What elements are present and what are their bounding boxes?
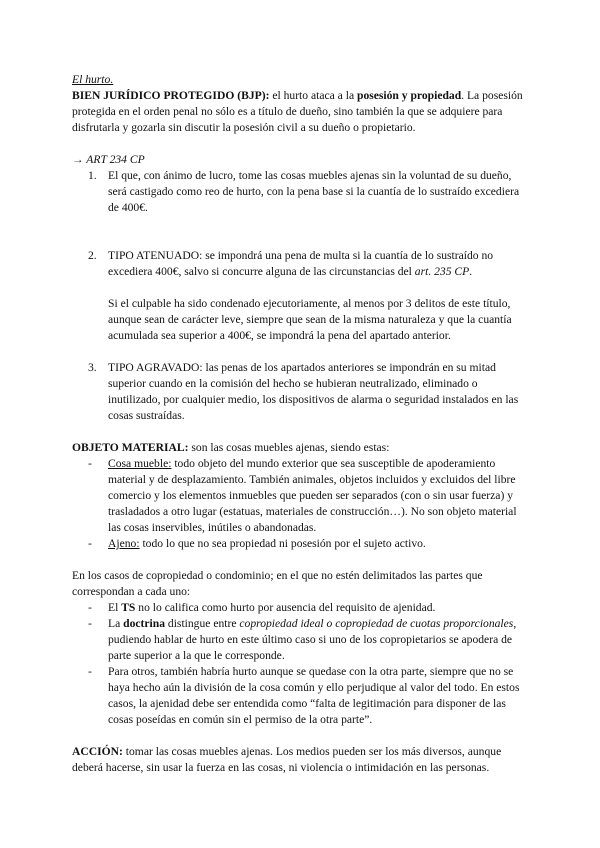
bjp-label: BIEN JURÍDICO PROTEGIDO (BJP): bbox=[72, 89, 270, 102]
bjp-paragraph: BIEN JURÍDICO PROTEGIDO (BJP): el hurto ataca a la posesión y propiedad. La posesión protegida en el orden penal no sólo es a título de dueño, sino también la que se adquiere para disfrutarla y gozarla sin discutir la posesión civil a su dueño o propietario. bbox=[72, 89, 523, 134]
article-item: 1. El que, con ánimo de lucro, tome las cosas muebles ajenas sin la voluntad de su dueño, será castigado como reo de hurto, con la pena base si la cuantía de lo sustraído excediera de 400€. bbox=[88, 169, 520, 214]
article-item-extra: Si el culpable ha sido condenado ejecutoriamente, al menos por 3 delitos de este título, aunque sean de carácter leve, siempre que sean de la misma naturaleza y que la cuantía acumulada sea superior a 400€, se impondrá la pena del apartado anterior. bbox=[108, 297, 512, 342]
list-item: - Ajeno: todo lo que no sea propiedad ni posesión por el sujeto activo. bbox=[88, 537, 426, 550]
objeto-material-heading: OBJETO MATERIAL: son las cosas muebles ajenas, siendo estas: bbox=[72, 441, 390, 454]
accion-paragraph: ACCIÓN: tomar las cosas muebles ajenas. Los medios pueden ser los más diversos, aunque deberá hacerse, sin usar la fuerza en las cosas, ni violencia o intimidación en las personas. bbox=[72, 745, 502, 774]
document-page bbox=[72, 72, 524, 776]
objeto-material-list bbox=[72, 456, 524, 552]
article-item: 2. TIPO ATENUADO: se impondrá una pena de multa si la cuantía de lo sustraído no excediera 400€, salvo si concurre alguna de las circunstancias del art. 235 CP. bbox=[88, 249, 494, 278]
article-reference: → ART 234 CP bbox=[72, 153, 145, 166]
document-title: El hurto. bbox=[72, 73, 114, 86]
list-item: - El TS no lo califica como hurto por ausencia del requisito de ajenidad. bbox=[88, 601, 436, 614]
article-items-list bbox=[72, 168, 524, 424]
article-item: 3. TIPO AGRAVADO: las penas de los apartados anteriores se impondrán en su mitad superior cuando en la comisión del hecho se hubieran neutralizado, eliminado o inutilizado, por cualquier medio, los dispositivos de alarma o seguridad instalados en las cosas sustraídas. bbox=[88, 361, 519, 422]
copropiedad-list bbox=[72, 600, 524, 728]
list-item: - La doctrina distingue entre copropiedad ideal o copropiedad de cuotas proporcionales, pudiendo hablar de hurto en este último caso si uno de los copropietarios se apodera de parte superior a la que le corresponde. bbox=[88, 617, 517, 662]
copropiedad-intro: En los casos de copropiedad o condominio; en el que no estén delimitados las partes que correspondan a cada uno: bbox=[72, 569, 483, 598]
list-item: - Para otros, también habría hurto aunque se quedase con la otra parte, siempre que no se haya hecho aún la división de la cosa común y ello perjudique al valor del todo. En estos casos, la ajenidad debe ser entendida como “falta de legitimación para disponer de las cosas poseídas en común sin el permiso de la otra parte”. bbox=[88, 665, 520, 726]
list-item: - Cosa mueble: todo objeto del mundo exterior que sea susceptible de apoderamiento material y de desplazamiento. También animales, objetos incluidos y excluidos del libre comercio y los elementos inmuebles que pueden ser separados (con o sin usar fuerza) y trasladados a otro lugar (estatuas, materiales de construcción…). No son objeto material las cosas inservibles, inútiles o abandonadas. bbox=[88, 457, 517, 534]
